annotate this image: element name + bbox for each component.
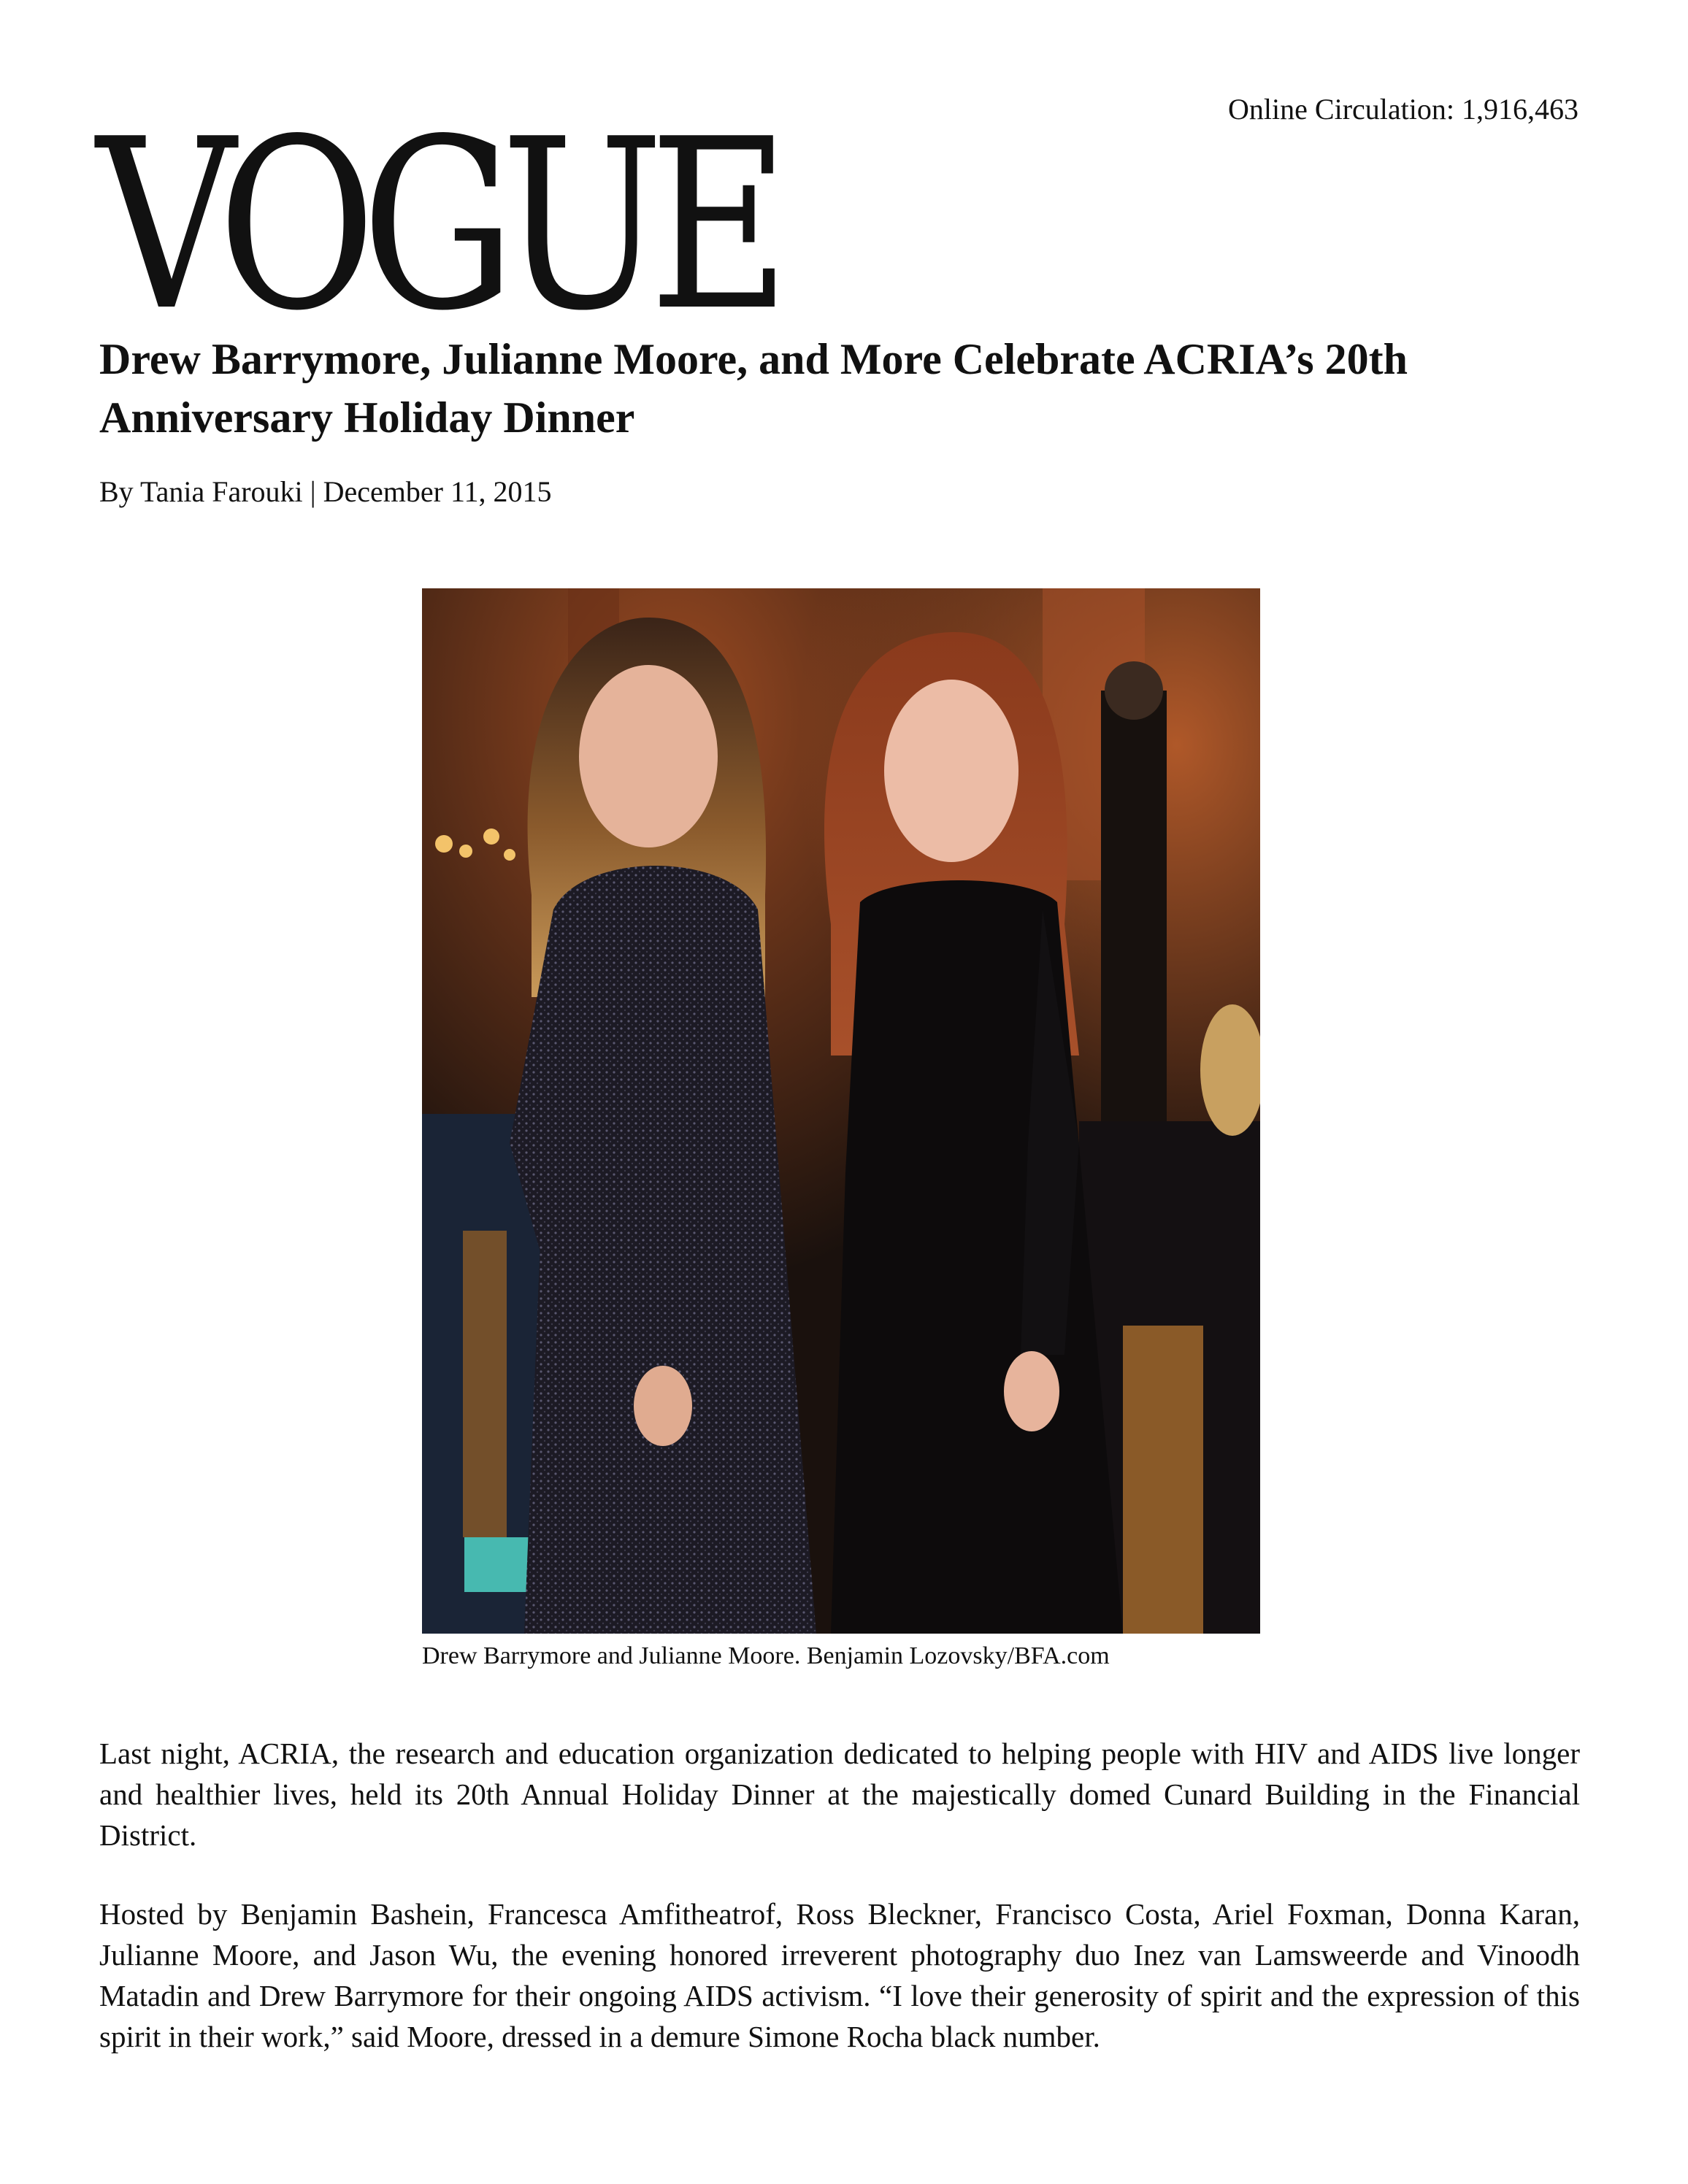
vogue-logo: VOGUE xyxy=(96,88,776,362)
article-paragraph: Hosted by Benjamin Bashein, Francesca Amfitheatrof, Ross Bleckner, Francisco Costa, Ariel Foxman, Donna Karan, Julianne Moore, and Jason Wu, the evening honored irreverent photography duo Inez van Lamsweerde and Vinoodh Matadin and Drew Barrymore for their ongoing AIDS activism. “I love their generosity of spirit and the expression of this spirit in their work,” said Moore, dressed in a demure Simone Rocha black number. xyxy=(99,1897,1580,2053)
chair-right xyxy=(1123,1326,1203,1634)
circulation-label: Online Circulation: 1,916,463 xyxy=(1228,93,1578,126)
drew-face xyxy=(579,665,718,847)
article-photo xyxy=(422,588,1260,1634)
article-paragraph: Last night, ACRIA, the research and education organization dedicated to helping people with HIV and AIDS live longer and healthier lives, held its 20th Annual Holiday Dinner at the majestically domed Cunard Building in the Financial District. xyxy=(99,1737,1580,1852)
article-byline: By Tania Farouki | December 11, 2015 xyxy=(99,475,552,508)
photo-caption: Drew Barrymore and Julianne Moore. Benjamin Lozovsky/BFA.com xyxy=(422,1642,1110,1669)
event-photo-illustration xyxy=(422,588,1260,1634)
article-headline: Drew Barrymore, Julianne Moore, and More Celebrate ACRIA’s 20th Anniversary Holiday Dinner xyxy=(99,335,1408,442)
guest-background xyxy=(1101,691,1167,1128)
julianne-face xyxy=(884,680,1018,862)
gift-box xyxy=(464,1537,530,1592)
